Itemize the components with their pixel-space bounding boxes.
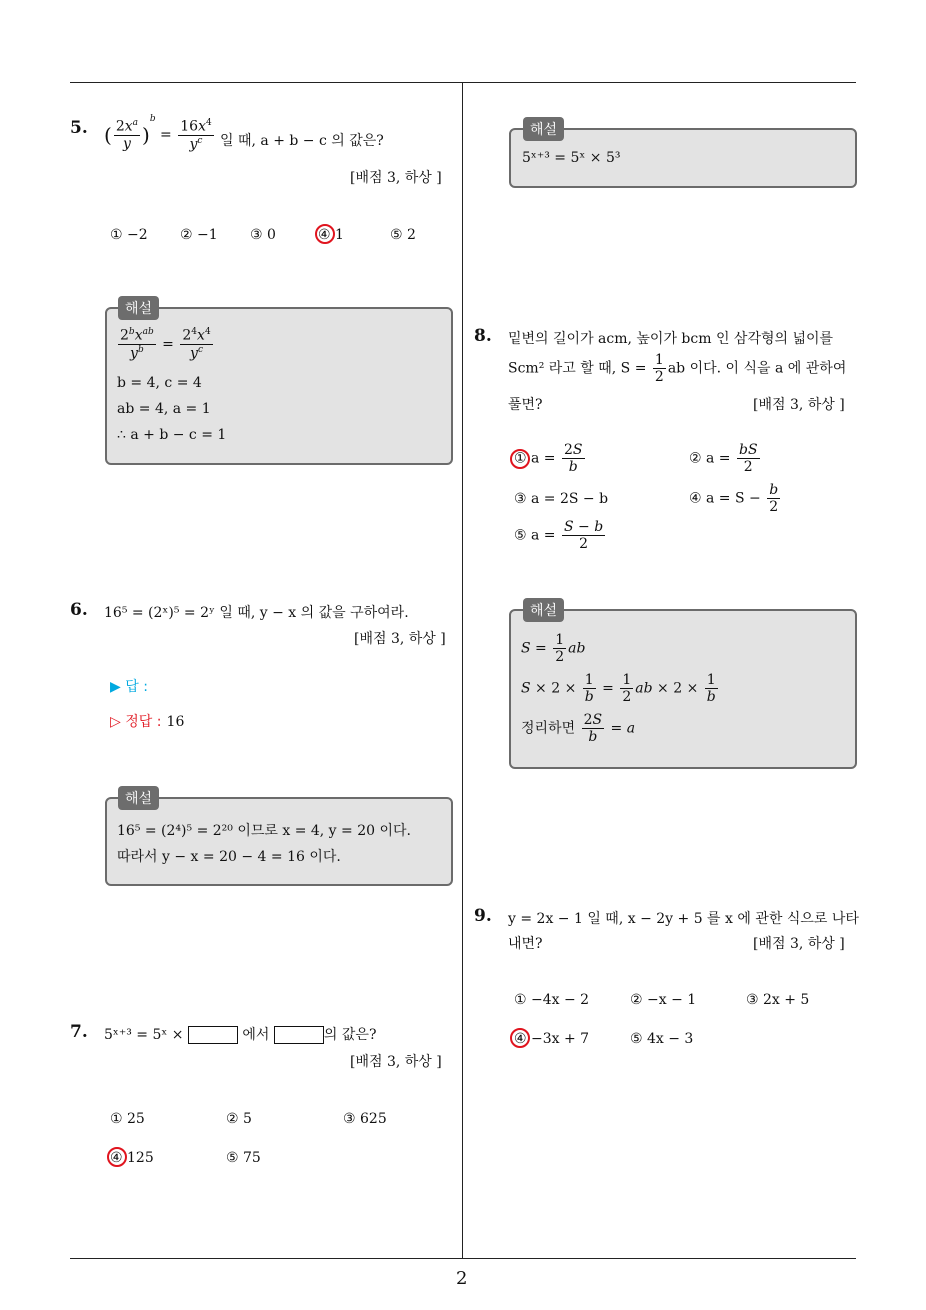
top-rule <box>70 82 856 83</box>
q7-solution-tag: 해설 <box>523 117 564 141</box>
q6-meta: [배점 3, 하상 ] <box>354 631 446 647</box>
q9-line-2: 내면? <box>508 936 543 952</box>
q8-solution-line-1: S = $\frac{1}{2}$ ab <box>521 632 586 666</box>
q5-answer-circle <box>315 224 335 244</box>
q5-solution-line-3: ∴ a + b − c = 1 <box>117 427 227 443</box>
q7-text-b: 에서 <box>242 1027 270 1043</box>
q7-choice-5[interactable]: ⑤ 75 <box>226 1150 261 1166</box>
q7-blank-2 <box>274 1026 324 1044</box>
q5-choice-4[interactable]: ④ 1 <box>318 227 344 243</box>
q8-choice-4[interactable]: ④ a = S − $\frac{b}{2}$ <box>689 482 779 516</box>
q9-number: 9. <box>474 906 492 926</box>
q6-text: 16⁵ = (2ˣ)⁵ = 2ʸ 일 때, y − x 의 값을 구하여라. <box>104 605 409 621</box>
q7-text <box>104 1024 376 1044</box>
q6-solution-box <box>105 797 453 886</box>
q8-choice-2[interactable]: ② a = $\frac{bS}{2}$ <box>689 442 758 476</box>
q8-line-2a: Scm² 라고 할 때, S = <box>508 360 647 377</box>
q5-choice-1[interactable]: ① −2 <box>110 227 148 243</box>
q6-answer-label: ▶ 답 : <box>110 679 148 695</box>
q5-text: 일 때, a + b − c 의 값은? <box>220 133 384 149</box>
q9-choice-2[interactable]: ② −x − 1 <box>630 992 697 1008</box>
q5-equation: ( $\frac{2x^a}{y}$ )$^b$ = $\frac{16x^4}{y^c}$ <box>104 114 212 153</box>
q5-solution-line-1: b = 4, c = 4 <box>117 375 202 391</box>
q8-choice-3[interactable]: ③ a = 2S − b <box>514 491 609 507</box>
q8-solution-tag: 해설 <box>523 598 564 622</box>
q7-text-a: 5ˣ⁺³ = 5ˣ × <box>104 1027 184 1043</box>
q7-choice-3[interactable]: ③ 625 <box>343 1111 387 1127</box>
q7-choice-4[interactable]: ④ 125 <box>110 1150 154 1166</box>
q5-solution-fraction: $\frac{2^bx^{ab}}{y^b}$ = $\frac{2^4x^4}{y^c}$ <box>120 327 211 362</box>
q8-line-2b: ab 이다. 이 식을 a 에 관하여 <box>667 360 847 377</box>
q9-answer-circle <box>510 1028 530 1048</box>
q5-solution-tag: 해설 <box>118 296 159 320</box>
q9-choice-5[interactable]: ⑤ 4x − 3 <box>630 1031 694 1047</box>
q9-meta: [배점 3, 하상 ] <box>753 936 845 952</box>
q6-correct-row <box>110 711 184 731</box>
page-number: 2 <box>456 1268 468 1289</box>
q8-number: 8. <box>474 326 492 346</box>
q6-correct-value: 16 <box>166 714 185 730</box>
q9-choice-4[interactable]: ④ −3x + 7 <box>514 1031 590 1047</box>
q7-choice-1[interactable]: ① 25 <box>110 1111 145 1127</box>
q5-choice-2[interactable]: ② −1 <box>180 227 218 243</box>
q7-meta: [배점 3, 하상 ] <box>350 1054 442 1070</box>
q8-line-2: Scm² 라고 할 때, S = $\frac{1}{2}$ ab 이다. 이 식을 a 에 관하여 <box>508 352 847 386</box>
q8-choice-5[interactable]: ⑤ a = $\frac{S - b}{2}$ <box>514 519 604 553</box>
q8-line-1: 밑변의 길이가 acm, 높이가 bcm 인 삼각형의 넓이를 <box>508 331 834 347</box>
q8-choice-1[interactable]: ① a = $\frac{2S}{b}$ <box>514 442 583 476</box>
q6-correct-label: ▷ 정답 : <box>110 714 162 730</box>
column-divider <box>462 83 463 1258</box>
q5-meta: [배점 3, 하상 ] <box>350 170 442 186</box>
q6-solution-line-1: 16⁵ = (2⁴)⁵ = 2²⁰ 이므로 x = 4, y = 20 이다. <box>117 823 411 839</box>
q8-answer-circle <box>510 449 530 469</box>
q7-number: 7. <box>70 1022 88 1042</box>
q8-line-3: 풀면? <box>508 397 543 413</box>
q7-text-c: 의 값은? <box>323 1027 377 1043</box>
q6-solution-tag: 해설 <box>118 786 159 810</box>
q6-number: 6. <box>70 600 88 620</box>
q5-solution-line-2: ab = 4, a = 1 <box>117 401 211 417</box>
q5-number: 5. <box>70 118 88 138</box>
q5-choice-3[interactable]: ③ 0 <box>250 227 276 243</box>
q8-solution-line-2: S × 2 × $\frac{1}{b}$ = $\frac{1}{2}$ ab × 2 × $\frac{1}{b}$ <box>521 672 716 706</box>
q6-solution-line-2: 따라서 y − x = 20 − 4 = 16 이다. <box>117 849 341 865</box>
q5-choice-5[interactable]: ⑤ 2 <box>390 227 416 243</box>
bottom-rule <box>70 1258 856 1259</box>
q7-blank-1 <box>188 1026 238 1044</box>
q7-choice-2[interactable]: ② 5 <box>226 1111 252 1127</box>
q9-choice-1[interactable]: ① −4x − 2 <box>514 992 590 1008</box>
q7-solution-line-1: 5ˣ⁺³ = 5ˣ × 5³ <box>522 150 621 166</box>
q9-choice-3[interactable]: ③ 2x + 5 <box>746 992 810 1008</box>
q9-line-1: y = 2x − 1 일 때, x − 2y + 5 를 x 에 관한 식으로 나타 <box>508 911 859 927</box>
q8-meta: [배점 3, 하상 ] <box>753 397 845 413</box>
q7-answer-circle <box>107 1147 127 1167</box>
q8-solution-line-3: 정리하면 $\frac{2S}{b}$ = a <box>521 712 636 746</box>
